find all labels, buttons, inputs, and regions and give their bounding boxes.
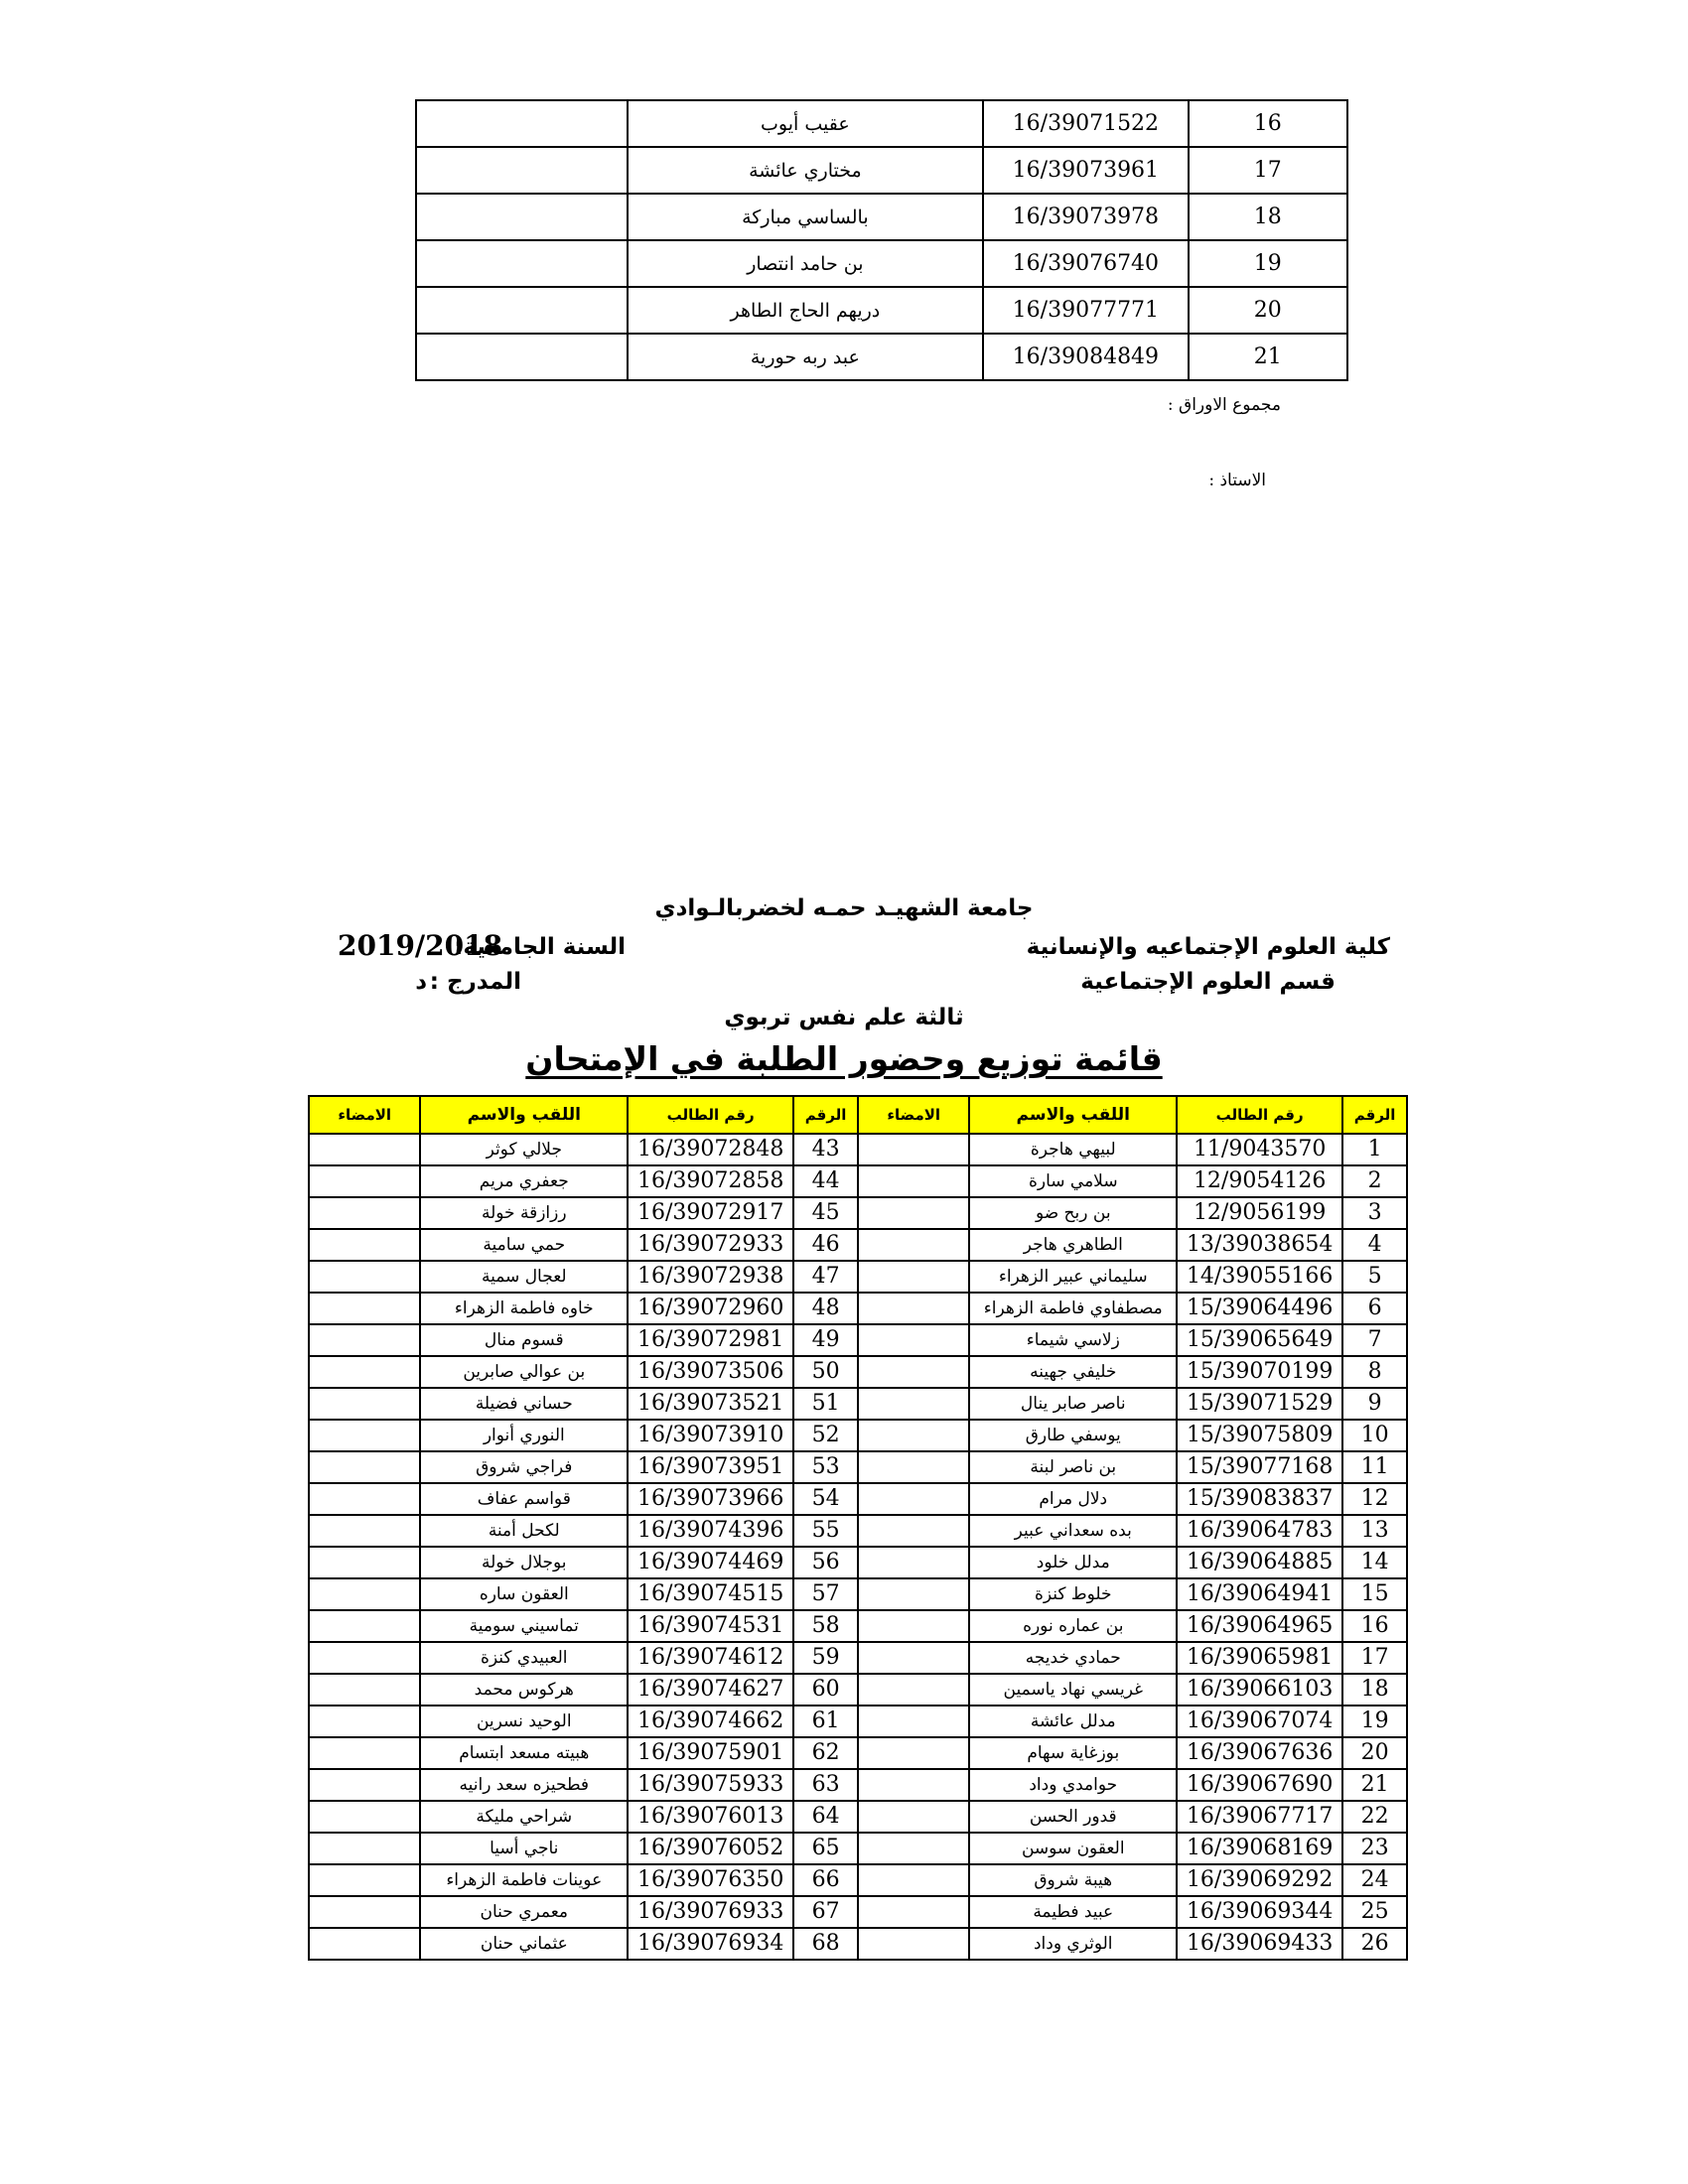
signature-cell[interactable] [309, 1324, 420, 1356]
table-row [309, 1801, 1407, 1833]
row-number: 21 [1342, 1769, 1407, 1801]
signature-cell[interactable] [858, 1578, 969, 1610]
student-id: 16/39073961 [983, 147, 1188, 194]
student-id: 16/39076933 [628, 1896, 793, 1928]
student-name: ناجي أسيا [420, 1833, 628, 1864]
table-row [309, 1134, 1407, 1165]
student-name: الوحيد نسرين [420, 1706, 628, 1737]
row-number: 45 [793, 1197, 858, 1229]
student-id: 16/39067717 [1177, 1801, 1342, 1833]
hall-label: المدرج : [429, 969, 521, 995]
student-id: 16/39076934 [628, 1928, 793, 1960]
student-id: 16/39072938 [628, 1261, 793, 1293]
signature-cell[interactable] [309, 1706, 420, 1737]
row-number: 52 [793, 1420, 858, 1451]
col-header-name-left: اللقب والاسم [420, 1096, 628, 1134]
student-id: 15/39083837 [1177, 1483, 1342, 1515]
table-row [416, 194, 1347, 240]
signature-cell[interactable] [858, 1324, 969, 1356]
signature-cell[interactable] [309, 1674, 420, 1706]
signature-cell[interactable] [858, 1896, 969, 1928]
student-id: 16/39067636 [1177, 1737, 1342, 1769]
student-id: 16/39076013 [628, 1801, 793, 1833]
student-id: 16/39073966 [628, 1483, 793, 1515]
student-name: عبد ربه حورية [628, 334, 984, 380]
signature-cell[interactable] [309, 1610, 420, 1642]
student-id: 16/39075933 [628, 1769, 793, 1801]
student-id: 16/39075901 [628, 1737, 793, 1769]
signature-cell[interactable] [416, 147, 628, 194]
student-id: 15/39071529 [1177, 1388, 1342, 1420]
student-id: 16/39072858 [628, 1165, 793, 1197]
row-number: 23 [1342, 1833, 1407, 1864]
row-number: 67 [793, 1896, 858, 1928]
row-number: 17 [1342, 1642, 1407, 1674]
table-row [309, 1610, 1407, 1642]
row-number: 56 [793, 1547, 858, 1578]
signature-cell[interactable] [858, 1483, 969, 1515]
student-name: قسوم منال [420, 1324, 628, 1356]
signature-cell[interactable] [309, 1165, 420, 1197]
student-name: زلاسي شيماء [969, 1324, 1177, 1356]
signature-cell[interactable] [309, 1642, 420, 1674]
row-number: 19 [1189, 240, 1347, 287]
signature-cell[interactable] [858, 1610, 969, 1642]
table-row [416, 147, 1347, 194]
student-name: حساني فضيلة [420, 1388, 628, 1420]
student-id: 12/9054126 [1177, 1165, 1342, 1197]
signature-cell[interactable] [309, 1229, 420, 1261]
table-row [416, 100, 1347, 147]
signature-cell[interactable] [416, 334, 628, 380]
student-name: هركوس محمد [420, 1674, 628, 1706]
hall-value: د [415, 969, 427, 995]
table-row [309, 1197, 1407, 1229]
student-id: 16/39069292 [1177, 1864, 1342, 1896]
student-id: 16/39074515 [628, 1578, 793, 1610]
student-name: مختاري عائشة [628, 147, 984, 194]
student-name: لعجال سمية [420, 1261, 628, 1293]
row-number: 8 [1342, 1356, 1407, 1388]
student-name: هيبة شروق [969, 1864, 1177, 1896]
student-id: 16/39074627 [628, 1674, 793, 1706]
list-title: قائمة توزيع وحضور الطلبة في الإمتحان [525, 1039, 1163, 1078]
student-name: العقون ساره [420, 1578, 628, 1610]
row-number: 57 [793, 1578, 858, 1610]
signature-cell[interactable] [858, 1134, 969, 1165]
signature-cell[interactable] [309, 1737, 420, 1769]
row-number: 3 [1342, 1197, 1407, 1229]
row-number: 5 [1342, 1261, 1407, 1293]
table-row [309, 1515, 1407, 1547]
student-id: 16/39074612 [628, 1642, 793, 1674]
student-name: سلامي سارة [969, 1165, 1177, 1197]
signature-cell[interactable] [858, 1801, 969, 1833]
department-name: قسم العلوم الإجتماعية [1080, 969, 1336, 995]
table-header-row [309, 1096, 1407, 1134]
student-name: عبيد فطيمة [969, 1896, 1177, 1928]
signature-cell[interactable] [309, 1261, 420, 1293]
row-number: 17 [1189, 147, 1347, 194]
row-number: 16 [1189, 100, 1347, 147]
col-header-name-right: اللقب والاسم [969, 1096, 1177, 1134]
row-number: 20 [1342, 1737, 1407, 1769]
student-name: سليماني عبير الزهراء [969, 1261, 1177, 1293]
table-row [309, 1769, 1407, 1801]
student-id: 16/39077771 [983, 287, 1188, 334]
student-id: 16/39067074 [1177, 1706, 1342, 1737]
table-row [309, 1928, 1407, 1960]
student-name: جلالي كوثر [420, 1134, 628, 1165]
row-number: 22 [1342, 1801, 1407, 1833]
row-number: 6 [1342, 1293, 1407, 1324]
table-row [309, 1420, 1407, 1451]
total-papers-label: مجموع الاوراق : [1167, 395, 1281, 415]
academic-year-label: السنة الجامعية: [454, 934, 626, 960]
student-name: النوري أنوار [420, 1420, 628, 1451]
signature-cell[interactable] [858, 1293, 969, 1324]
student-name: مدلل عائشة [969, 1706, 1177, 1737]
table-row [309, 1737, 1407, 1769]
student-id: 16/39074396 [628, 1515, 793, 1547]
student-id: 16/39068169 [1177, 1833, 1342, 1864]
row-number: 48 [793, 1293, 858, 1324]
signature-cell[interactable] [309, 1388, 420, 1420]
table-row [309, 1165, 1407, 1197]
row-number: 53 [793, 1451, 858, 1483]
signature-cell[interactable] [309, 1801, 420, 1833]
row-number: 66 [793, 1864, 858, 1896]
signature-cell[interactable] [309, 1451, 420, 1483]
student-name: خاوه فاطمة الزهراء [420, 1293, 628, 1324]
table-row [309, 1706, 1407, 1737]
row-number: 61 [793, 1706, 858, 1737]
university-name: جامعة الشهيـد حمـه لخضربالـوادي [654, 895, 1034, 921]
student-name: خليفي جهينه [969, 1356, 1177, 1388]
signature-cell[interactable] [858, 1706, 969, 1737]
row-number: 7 [1342, 1324, 1407, 1356]
student-name: فراجي شروق [420, 1451, 628, 1483]
student-id: 16/39074662 [628, 1706, 793, 1737]
student-name: حوامدي وداد [969, 1769, 1177, 1801]
student-id: 16/39072917 [628, 1197, 793, 1229]
student-id: 16/39074531 [628, 1610, 793, 1642]
row-number: 20 [1189, 287, 1347, 334]
col-header-number-left: الرقم [793, 1096, 858, 1134]
signature-cell[interactable] [858, 1864, 969, 1896]
student-id: 16/39064941 [1177, 1578, 1342, 1610]
student-id: 16/39072960 [628, 1293, 793, 1324]
attendance-table-body [309, 1134, 1407, 1960]
student-id: 16/39076052 [628, 1833, 793, 1864]
col-header-number-right: الرقم [1342, 1096, 1407, 1134]
previous-page-attendance-table [415, 99, 1348, 381]
table-row [309, 1896, 1407, 1928]
student-name: بالساسي مباركة [628, 194, 984, 240]
signature-cell[interactable] [309, 1896, 420, 1928]
student-name: بن عماره نوره [969, 1610, 1177, 1642]
signature-cell[interactable] [858, 1547, 969, 1578]
table-row [309, 1864, 1407, 1896]
table-row [309, 1451, 1407, 1483]
table-row [309, 1833, 1407, 1864]
student-id: 16/39071522 [983, 100, 1188, 147]
student-name: قواسم عفاف [420, 1483, 628, 1515]
table-row [309, 1324, 1407, 1356]
row-number: 11 [1342, 1451, 1407, 1483]
table-row [416, 334, 1347, 380]
student-id: 15/39070199 [1177, 1356, 1342, 1388]
signature-cell[interactable] [858, 1769, 969, 1801]
student-id: 16/39069344 [1177, 1896, 1342, 1928]
student-name: بن حامد انتصار [628, 240, 984, 287]
signature-cell[interactable] [309, 1864, 420, 1896]
signature-cell[interactable] [309, 1769, 420, 1801]
table-row [309, 1642, 1407, 1674]
student-name: تماسيني سومية [420, 1610, 628, 1642]
signature-cell[interactable] [858, 1388, 969, 1420]
row-number: 51 [793, 1388, 858, 1420]
student-id: 16/39064783 [1177, 1515, 1342, 1547]
academic-year-value: 2019/2018 [338, 929, 503, 962]
table-row [309, 1483, 1407, 1515]
signature-cell[interactable] [309, 1483, 420, 1515]
row-number: 9 [1342, 1388, 1407, 1420]
student-name: العقون سوسن [969, 1833, 1177, 1864]
col-header-signature-left: الامضاء [309, 1096, 420, 1134]
faculty-name: كلية العلوم الإجتماعيه والإنسانية [1026, 934, 1390, 960]
signature-cell[interactable] [309, 1197, 420, 1229]
student-id: 16/39073506 [628, 1356, 793, 1388]
signature-cell[interactable] [858, 1197, 969, 1229]
student-id: 16/39084849 [983, 334, 1188, 380]
table-row [309, 1674, 1407, 1706]
row-number: 26 [1342, 1928, 1407, 1960]
student-name: العبيدي كنزة [420, 1642, 628, 1674]
row-number: 62 [793, 1737, 858, 1769]
signature-cell[interactable] [858, 1165, 969, 1197]
student-name: لكحل أمنة [420, 1515, 628, 1547]
student-id: 15/39064496 [1177, 1293, 1342, 1324]
table-row [309, 1388, 1407, 1420]
row-number: 10 [1342, 1420, 1407, 1451]
col-header-signature-right: الامضاء [858, 1096, 969, 1134]
col-header-student-id-right: رقم الطالب [1177, 1096, 1342, 1134]
row-number: 4 [1342, 1229, 1407, 1261]
student-id: 16/39072981 [628, 1324, 793, 1356]
student-name: عقيب أيوب [628, 100, 984, 147]
signature-cell[interactable] [858, 1229, 969, 1261]
student-name: قدور الحسن [969, 1801, 1177, 1833]
table-row [309, 1578, 1407, 1610]
student-id: 16/39073951 [628, 1451, 793, 1483]
student-id: 13/39038654 [1177, 1229, 1342, 1261]
table-row [309, 1261, 1407, 1293]
student-name: دريهم الحاج الطاهر [628, 287, 984, 334]
row-number: 50 [793, 1356, 858, 1388]
student-name: هبيته مسعد ابتسام [420, 1737, 628, 1769]
signature-cell[interactable] [416, 287, 628, 334]
row-number: 60 [793, 1674, 858, 1706]
signature-cell[interactable] [858, 1420, 969, 1451]
student-name: حمي سامية [420, 1229, 628, 1261]
row-number: 46 [793, 1229, 858, 1261]
row-number: 65 [793, 1833, 858, 1864]
signature-cell[interactable] [416, 240, 628, 287]
student-id: 16/39069433 [1177, 1928, 1342, 1960]
signature-cell[interactable] [858, 1261, 969, 1293]
signature-cell[interactable] [858, 1451, 969, 1483]
student-name: الوثري وداد [969, 1928, 1177, 1960]
row-number: 12 [1342, 1483, 1407, 1515]
row-number: 43 [793, 1134, 858, 1165]
student-id: 16/39074469 [628, 1547, 793, 1578]
signature-cell[interactable] [309, 1134, 420, 1165]
student-id: 12/9056199 [1177, 1197, 1342, 1229]
signature-cell[interactable] [309, 1578, 420, 1610]
student-name: بوزغاية سهام [969, 1737, 1177, 1769]
signature-cell[interactable] [858, 1928, 969, 1960]
row-number: 1 [1342, 1134, 1407, 1165]
row-number: 2 [1342, 1165, 1407, 1197]
row-number: 24 [1342, 1864, 1407, 1896]
row-number: 16 [1342, 1610, 1407, 1642]
row-number: 21 [1189, 334, 1347, 380]
student-id: 15/39077168 [1177, 1451, 1342, 1483]
student-id: 16/39065981 [1177, 1642, 1342, 1674]
table-row [309, 1229, 1407, 1261]
row-number: 49 [793, 1324, 858, 1356]
row-number: 54 [793, 1483, 858, 1515]
table-row [309, 1547, 1407, 1578]
student-name: مدلل خلود [969, 1547, 1177, 1578]
student-id: 16/39067690 [1177, 1769, 1342, 1801]
teacher-label: الاستاذ : [1208, 471, 1266, 490]
row-number: 47 [793, 1261, 858, 1293]
student-id: 16/39072848 [628, 1134, 793, 1165]
attendance-table [308, 1095, 1408, 1961]
student-name: جعفري مريم [420, 1165, 628, 1197]
student-name: خلوط كنزة [969, 1578, 1177, 1610]
signature-cell[interactable] [416, 194, 628, 240]
table-row [309, 1356, 1407, 1388]
signature-cell[interactable] [858, 1515, 969, 1547]
row-number: 19 [1342, 1706, 1407, 1737]
row-number: 58 [793, 1610, 858, 1642]
row-number: 15 [1342, 1578, 1407, 1610]
col-header-student-id-left: رقم الطالب [628, 1096, 793, 1134]
student-name: معمري حنان [420, 1896, 628, 1928]
student-id: 16/39073978 [983, 194, 1188, 240]
row-number: 55 [793, 1515, 858, 1547]
student-id: 16/39066103 [1177, 1674, 1342, 1706]
row-number: 68 [793, 1928, 858, 1960]
row-number: 14 [1342, 1547, 1407, 1578]
student-id: 16/39072933 [628, 1229, 793, 1261]
student-name: الطاهري هاجر [969, 1229, 1177, 1261]
student-name: بن ناصر لبنة [969, 1451, 1177, 1483]
signature-cell[interactable] [858, 1642, 969, 1674]
signature-cell[interactable] [416, 100, 628, 147]
student-id: 16/39064965 [1177, 1610, 1342, 1642]
student-name: لبيهي هاجرة [969, 1134, 1177, 1165]
student-name: شراحي مليكة [420, 1801, 628, 1833]
row-number: 63 [793, 1769, 858, 1801]
signature-cell[interactable] [858, 1833, 969, 1864]
signature-cell[interactable] [858, 1356, 969, 1388]
signature-cell[interactable] [309, 1515, 420, 1547]
student-name: دلال مرام [969, 1483, 1177, 1515]
table-row [416, 287, 1347, 334]
student-name: بن ربح ضو [969, 1197, 1177, 1229]
student-name: بده سعداني عبير [969, 1515, 1177, 1547]
row-number: 25 [1342, 1896, 1407, 1928]
signature-cell[interactable] [858, 1737, 969, 1769]
signature-cell[interactable] [309, 1547, 420, 1578]
student-name: عوينات فاطمة الزهراء [420, 1864, 628, 1896]
signature-cell[interactable] [309, 1420, 420, 1451]
student-name: حمادي خديجه [969, 1642, 1177, 1674]
signature-cell[interactable] [309, 1833, 420, 1864]
row-number: 18 [1189, 194, 1347, 240]
student-id: 14/39055166 [1177, 1261, 1342, 1293]
signature-cell[interactable] [309, 1356, 420, 1388]
signature-cell[interactable] [858, 1674, 969, 1706]
student-id: 16/39076350 [628, 1864, 793, 1896]
row-number: 18 [1342, 1674, 1407, 1706]
row-number: 13 [1342, 1515, 1407, 1547]
student-name: ناصر صابر ينال [969, 1388, 1177, 1420]
student-name: مصطفاوي فاطمة الزهراء [969, 1293, 1177, 1324]
student-name: بن عوالي صابرين [420, 1356, 628, 1388]
student-name: رزازقة خولة [420, 1197, 628, 1229]
student-name: يوسفي طارق [969, 1420, 1177, 1451]
table-row [309, 1293, 1407, 1324]
study-level: ثالثة علم نفس تربوي [724, 1005, 964, 1030]
table-row [416, 240, 1347, 287]
student-id: 16/39073910 [628, 1420, 793, 1451]
row-number: 59 [793, 1642, 858, 1674]
student-name: عثماني حنان [420, 1928, 628, 1960]
row-number: 64 [793, 1801, 858, 1833]
previous-page-table-body [416, 100, 1347, 380]
student-id: 16/39073521 [628, 1388, 793, 1420]
student-name: فطحيزه سعد رانيه [420, 1769, 628, 1801]
student-id: 15/39075809 [1177, 1420, 1342, 1451]
student-id: 16/39064885 [1177, 1547, 1342, 1578]
student-id: 15/39065649 [1177, 1324, 1342, 1356]
row-number: 44 [793, 1165, 858, 1197]
signature-cell[interactable] [309, 1928, 420, 1960]
student-name: بوجلال خولة [420, 1547, 628, 1578]
student-name: غريسي نهاد ياسمين [969, 1674, 1177, 1706]
signature-cell[interactable] [309, 1293, 420, 1324]
student-id: 16/39076740 [983, 240, 1188, 287]
student-id: 11/9043570 [1177, 1134, 1342, 1165]
